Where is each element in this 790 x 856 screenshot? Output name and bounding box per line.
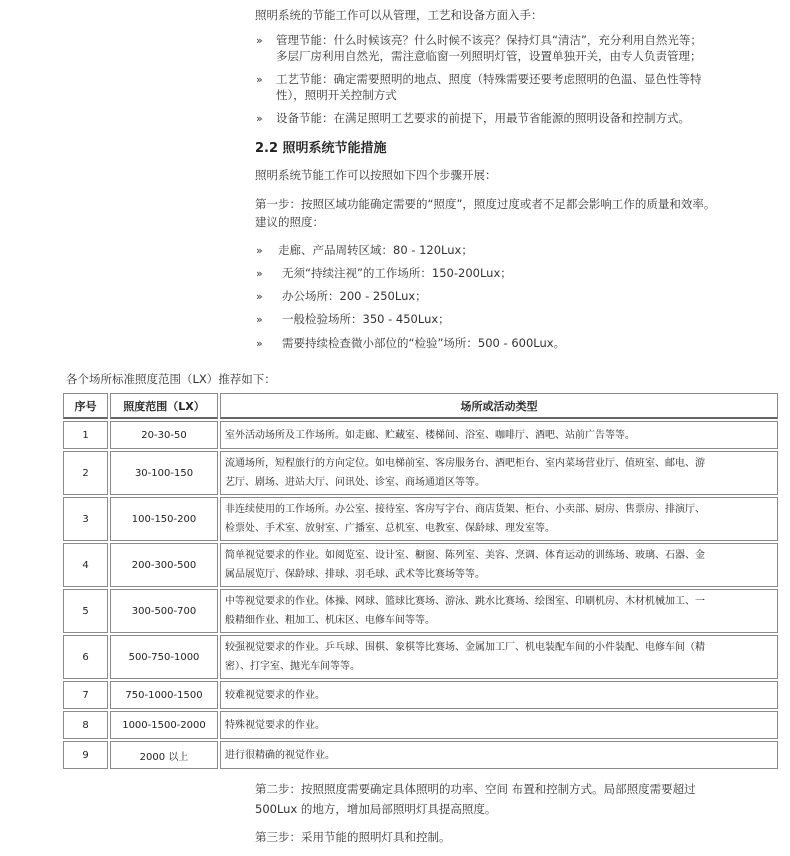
row-range: 200-300-500: [110, 543, 218, 587]
header-type: 场所或活动类型: [220, 393, 778, 419]
row-range: 300-500-700: [110, 589, 218, 633]
approach-equipment: 设备节能：在满足照明工艺要求的前提下，用最节省能源的照明设备和控制方式。: [276, 111, 690, 125]
row-no: 2: [63, 451, 108, 495]
steps-intro: 照明系统节能工作可以按照如下四个步骤开展：: [255, 168, 497, 182]
bullet-icon: »: [256, 73, 263, 86]
header-range: 照度范围（LX）: [110, 393, 218, 419]
illuminance-item: 需要持续检查微小部位的“检验”场所：500 - 600Lux。: [282, 336, 566, 350]
row-no: 9: [63, 741, 108, 769]
row-desc: 较难视觉要求的作业。: [220, 681, 778, 709]
row-no: 4: [63, 543, 108, 587]
bullet-icon: »: [256, 337, 263, 350]
bullet-icon: »: [256, 267, 263, 280]
row-desc: 流通场所，短程旅行的方向定位。如电梯前室、客房服务台、酒吧柜台、室内菜场营业厅、值班室、邮电、游 艺厅、剧场、进站大厅、问讯处、诊室、商场通道区等等。: [220, 451, 778, 495]
table-row: [63, 741, 778, 769]
step1-line1: 第一步：按照区域功能确定需要的“照度”，照度过度或者不足都会影响工作的质量和效率。: [255, 197, 716, 211]
illuminance-table: [61, 391, 780, 771]
row-range: 30-100-150: [110, 451, 218, 495]
approach-management-line2: 多层厂房利用自然光，需注意临窗一列照明灯管，设置单独开关，由专人负责管理；: [276, 49, 702, 63]
table-row: [63, 635, 778, 679]
row-desc: 简单视觉要求的作业。如阅览室、设计室、橱窗、陈列室、美容、烹调、体育运动的训练场、玻璃、石器、金 属品展览厅、保龄球、排球、羽毛球、武术等比赛场等等。: [220, 543, 778, 587]
step3-text: 第三步：采用节能的照明灯具和控制。: [255, 830, 451, 844]
row-desc: 室外活动场所及工作场所。如走廊、贮藏室、楼梯间、浴室、咖啡厅、酒吧、站前广告等等。: [220, 421, 778, 449]
step2-line1: 第二步：按照照度需要确定具体照明的功率、空间 布置和控制方式。局部照度需要超过: [255, 782, 696, 796]
table-row: [63, 451, 778, 495]
row-no: 1: [63, 421, 108, 449]
row-desc: 中等视觉要求的作业。体操、网球、篮球比赛场、游泳、跳水比赛场、绘图室、印刷机房、木材机械加工、一 般精细作业、粗加工、机床区、电修车间等等。: [220, 589, 778, 633]
row-no: 8: [63, 711, 108, 739]
bullet-icon: »: [256, 34, 263, 47]
intro-text: 照明系统的节能工作可以从管理，工艺和设备方面入手：: [255, 8, 543, 22]
row-desc: 进行很精确的视觉作业。: [220, 741, 778, 769]
table-row: [63, 711, 778, 739]
step2-line2: 500Lux 的地方，增加局部照明灯具提高照度。: [255, 802, 497, 816]
bullet-icon: »: [256, 244, 263, 257]
row-range: 750-1000-1500: [110, 681, 218, 709]
row-desc: 特殊视觉要求的作业。: [220, 711, 778, 739]
approach-process-line1: 工艺节能：确定需要照明的地点、照度（特殊需要还要考虑照明的色温、显色性等特: [276, 72, 702, 86]
row-no: 3: [63, 497, 108, 541]
table-row: [63, 681, 778, 709]
row-no: 5: [63, 589, 108, 633]
bullet-icon: »: [256, 290, 263, 303]
row-desc: 非连续使用的工作场所。办公室、接待室、客房写字台、商店货架、柜台、小卖部、厨房、售票房、排演厅、 检票处、手术室、放射室、广播室、总机室、电教室、保龄球、理发室等。: [220, 497, 778, 541]
step1-line2: 建议的照度：: [255, 215, 324, 229]
approach-process-line2: 性），照明开关控制方式: [276, 88, 397, 102]
section-title: 2.2 照明系统节能措施: [255, 141, 387, 156]
row-range: 20-30-50: [110, 421, 218, 449]
row-no: 7: [63, 681, 108, 709]
row-desc: 较强视觉要求的作业。乒乓球、围棋、象棋等比赛场、金属加工厂、机电装配车间的小件装配、电修车间（精 密）、打字室、抛光车间等等。: [220, 635, 778, 679]
approach-management-line1: 管理节能：什么时候该亮？什么时候不该亮？保持灯具“清洁”，充分利用自然光等；: [276, 33, 702, 47]
header-no: 序号: [63, 393, 108, 419]
row-range: 1000-1500-2000: [110, 711, 218, 739]
table-row: [63, 421, 778, 449]
table-row: [63, 543, 778, 587]
illuminance-item: 办公场所：200 - 250Lux；: [282, 289, 427, 303]
table-row: [63, 589, 778, 633]
bullet-icon: »: [256, 112, 263, 125]
row-range: 100-150-200: [110, 497, 218, 541]
table-row: [63, 497, 778, 541]
row-range: 500-750-1000: [110, 635, 218, 679]
illuminance-item: 无须“持续注视”的工作场所：150-200Lux；: [282, 266, 512, 280]
bullet-icon: »: [256, 313, 263, 326]
illuminance-item: 一般检验场所：350 - 450Lux；: [282, 312, 450, 326]
row-no: 6: [63, 635, 108, 679]
row-range: 2000 以上: [110, 741, 218, 769]
table-caption: 各个场所标准照度范围（LX）推荐如下：: [66, 372, 276, 386]
illuminance-item: 走廊、产品周转区域：80 - 120Lux；: [278, 243, 473, 257]
